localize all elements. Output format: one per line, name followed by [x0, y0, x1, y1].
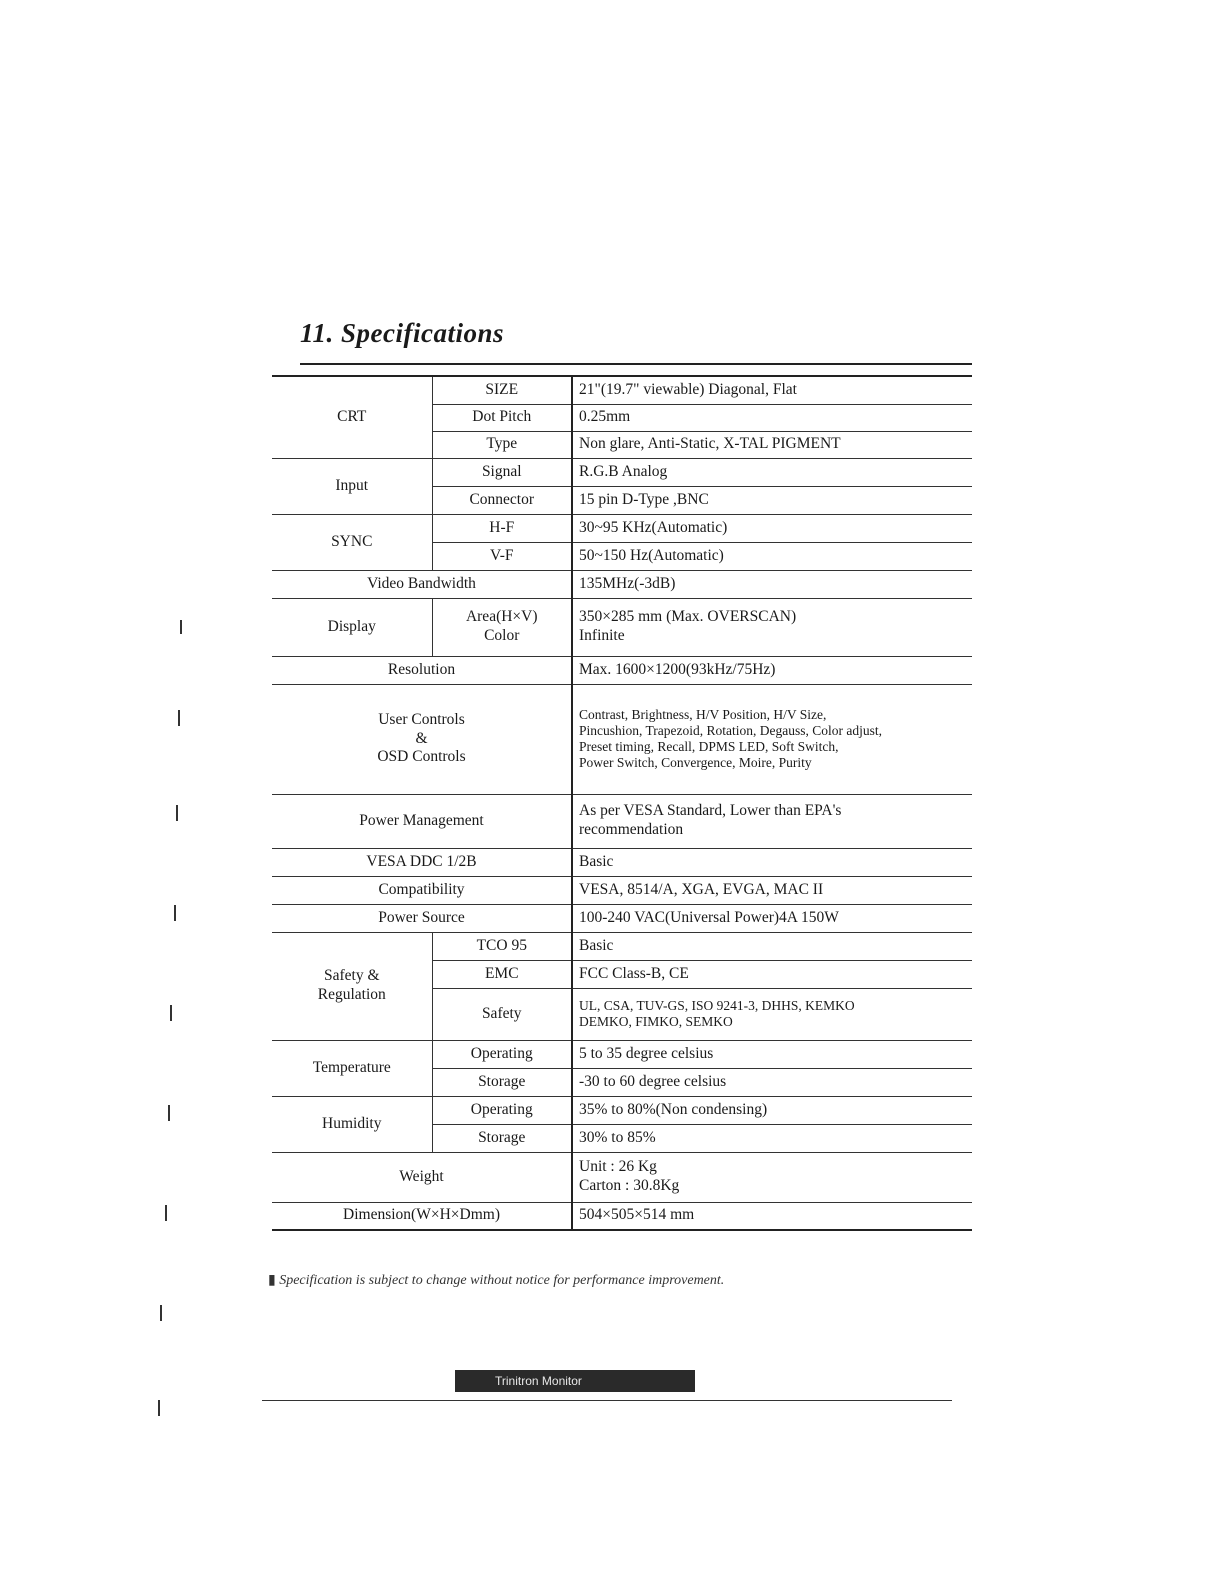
value-cell: 504×505×514 mm: [572, 1202, 972, 1230]
table-row: [272, 656, 972, 684]
footer-label: Trinitron Monitor: [455, 1370, 695, 1392]
value-line: 350×285 mm (Max. OVERSCAN): [579, 608, 797, 626]
footer-rule: [262, 1400, 952, 1401]
table-row: [272, 932, 972, 960]
sub-line: Color: [484, 627, 520, 644]
sub-cell: Operating: [432, 1096, 572, 1124]
table-row: [272, 1040, 972, 1068]
sub-cell: EMC: [432, 960, 572, 988]
footnote: ▮ Specification is subject to change without notice for performance improvement.: [268, 1273, 725, 1288]
scan-margin-mark: [168, 1105, 170, 1121]
table-row: [272, 684, 972, 794]
group-cell: SYNC: [272, 514, 432, 570]
label-cell: Video Bandwidth: [272, 570, 572, 598]
group-cell: [272, 932, 432, 1040]
label-line: &: [415, 729, 428, 747]
value-cell: FCC Class-B, CE: [572, 960, 972, 988]
footnote-text: Specification is subject to change without notice for performance improvement.: [279, 1273, 725, 1288]
value-cell: [572, 1152, 972, 1202]
value-cell: 15 pin D-Type ,BNC: [572, 486, 972, 514]
value-cell: [572, 684, 972, 794]
label-cell: Weight: [272, 1152, 572, 1202]
table-row: [272, 848, 972, 876]
scan-margin-mark: [160, 1305, 162, 1321]
label-cell: Compatibility: [272, 876, 572, 904]
table-row: [272, 570, 972, 598]
group-cell: Input: [272, 458, 432, 514]
value-line: Contrast, Brightness, H/V Position, H/V Size,: [579, 706, 827, 722]
sub-cell: Operating: [432, 1040, 572, 1068]
scan-margin-mark: [180, 620, 182, 634]
sub-line: Area(H×V): [465, 608, 538, 626]
value-line: Unit : 26 Kg: [579, 1158, 657, 1176]
sub-cell: Type: [432, 431, 572, 458]
value-cell: 50~150 Hz(Automatic): [572, 542, 972, 570]
sub-cell: Storage: [432, 1124, 572, 1152]
sub-cell: [432, 598, 572, 656]
value-line: Pincushion, Trapezoid, Rotation, Degauss, Color adjust,: [579, 722, 882, 738]
scan-margin-mark: [165, 1205, 167, 1221]
sub-cell: Signal: [432, 458, 572, 486]
group-cell: Display: [272, 598, 432, 656]
sub-cell: Connector: [432, 486, 572, 514]
label-cell: Power Management: [272, 794, 572, 848]
value-cell: VESA, 8514/A, XGA, EVGA, MAC II: [572, 876, 972, 904]
sub-cell: Safety: [432, 988, 572, 1040]
scan-margin-mark: [158, 1400, 160, 1416]
value-line: Infinite: [579, 627, 625, 644]
value-line: As per VESA Standard, Lower than EPA's: [579, 802, 842, 820]
value-cell: Non glare, Anti-Static, X-TAL PIGMENT: [572, 431, 972, 458]
table-row: [272, 458, 972, 486]
scan-margin-mark: [176, 805, 178, 821]
page-title: 11. Specifications: [300, 318, 504, 348]
value-cell: R.G.B Analog: [572, 458, 972, 486]
value-cell: 30% to 85%: [572, 1124, 972, 1152]
value-cell: 30~95 KHz(Automatic): [572, 514, 972, 542]
value-cell: Basic: [572, 932, 972, 960]
group-cell: CRT: [272, 376, 432, 458]
value-cell: [572, 988, 972, 1040]
table-row: [272, 1152, 972, 1202]
value-cell: 21"(19.7" viewable) Diagonal, Flat: [572, 376, 972, 404]
group-cell: Temperature: [272, 1040, 432, 1096]
value-cell: Max. 1600×1200(93kHz/75Hz): [572, 656, 972, 684]
value-line: Preset timing, Recall, DPMS LED, Soft Switch,: [579, 739, 839, 754]
table-row: [272, 1202, 972, 1230]
value-cell: 100-240 VAC(Universal Power)4A 150W: [572, 904, 972, 932]
sub-cell: TCO 95: [432, 932, 572, 960]
title-rule: [300, 363, 972, 365]
value-line: DEMKO, FIMKO, SEMKO: [579, 1014, 733, 1029]
table-row: [272, 794, 972, 848]
value-cell: [572, 794, 972, 848]
value-cell: 5 to 35 degree celsius: [572, 1040, 972, 1068]
table-row: [272, 376, 972, 404]
value-line: Carton : 30.8Kg: [579, 1177, 680, 1194]
group-line: Safety &: [323, 967, 380, 985]
value-cell: 0.25mm: [572, 404, 972, 431]
table-row: [272, 598, 972, 656]
value-cell: Basic: [572, 848, 972, 876]
table-row: [272, 904, 972, 932]
label-cell: Resolution: [272, 656, 572, 684]
value-cell: -30 to 60 degree celsius: [572, 1068, 972, 1096]
sub-cell: H-F: [432, 514, 572, 542]
value-line: UL, CSA, TUV-GS, ISO 9241-3, DHHS, KEMKO: [579, 997, 855, 1013]
label-line: OSD Controls: [377, 748, 466, 766]
sub-cell: Storage: [432, 1068, 572, 1096]
label-line: User Controls: [378, 711, 465, 729]
group-line: Regulation: [317, 986, 386, 1003]
value-line: recommendation: [579, 821, 684, 838]
scan-margin-mark: [178, 710, 180, 726]
sub-cell: V-F: [432, 542, 572, 570]
value-line: Power Switch, Convergence, Moire, Purity: [579, 755, 812, 771]
value-cell: [572, 598, 972, 656]
table-row: [272, 1096, 972, 1124]
label-cell: [272, 684, 572, 794]
scan-margin-mark: [174, 905, 176, 921]
label-cell: VESA DDC 1/2B: [272, 848, 572, 876]
group-cell: Humidity: [272, 1096, 432, 1152]
table-row: [272, 876, 972, 904]
spec-table: [272, 375, 972, 1231]
value-cell: 35% to 80%(Non condensing): [572, 1096, 972, 1124]
scan-margin-mark: [170, 1005, 172, 1021]
value-cell: 135MHz(-3dB): [572, 570, 972, 598]
label-cell: Power Source: [272, 904, 572, 932]
sub-cell: SIZE: [432, 376, 572, 404]
sub-cell: Dot Pitch: [432, 404, 572, 431]
table-row: [272, 514, 972, 542]
label-cell: Dimension(W×H×Dmm): [272, 1202, 572, 1230]
